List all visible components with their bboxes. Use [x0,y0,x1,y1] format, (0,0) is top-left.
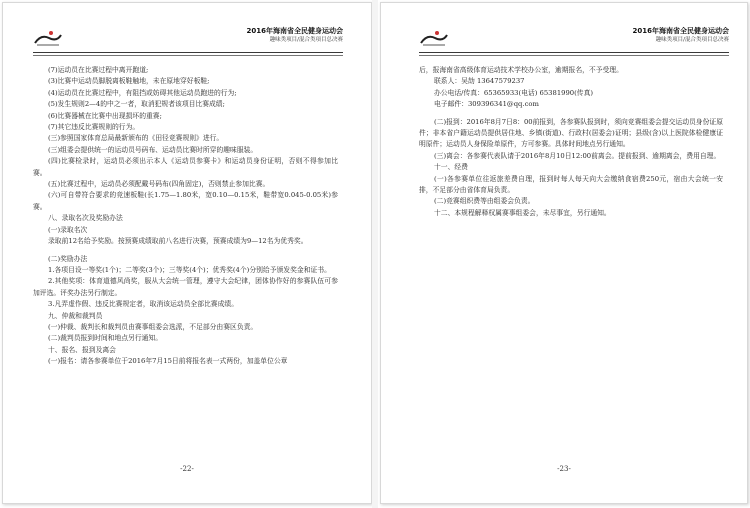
text-line: (二)奖励办法 [48,254,88,263]
section-heading: 八、录取名次及奖励办法 [48,214,123,223]
text-line: 2.其他奖项：体育道德风尚奖，服从大会统一管理，遵守大会纪律，团体协作好的参赛队伍可参加评选。评奖办法另行制定。 [33,277,338,297]
page-number: -22- [180,465,194,473]
text-line: (二)裁判员报到时间和地点另行通知。 [48,334,163,343]
text-line: (6)比赛器械在比赛中出现损坏的重赛; [48,111,162,120]
section-heading: 九、仲裁和裁判员 [48,311,103,320]
text-line: (三)离会：各参赛代表队请于2016年8月10日12:00前离会。提前报到、逾期离会，费用自理。 [434,151,721,160]
page-number: -23- [557,465,571,473]
text-line: (六)可自带符合要求的竞速板鞋(长1.75—1.80米，宽0.10—0.15米，鞋带宽0.045-0.05米)参赛。 [33,191,338,211]
section-heading: 十、报名、报到及离会 [48,345,116,354]
text-line: (3)比赛中运动员脚脱离板鞋触地，未在原地穿好板鞋; [48,77,210,86]
right-page-body [419,65,723,219]
contact-person: 联系人：吴劼 13647579237 [434,77,525,86]
left-page [2,2,372,504]
text-line: (一)仲裁、裁判长和裁判员由赛事组委会选派，不足部分由赛区负责。 [48,322,258,331]
page-header [33,25,343,51]
text-line: (二)报到：2016年8月7日8：00前报到，各参赛队报到时，须向竞赛组委会提交运动员身份证原件；非本省户籍运动员提供居住地、乡镇(街道)、行政村(居委会)证明；县级(含)以上医院体检健康证明原件；运动员人身保险单原件，方可参赛。具体时间地点另行通知。 [419,117,723,149]
contact-phone: 办公电话/传真：65365933(电话) 65381990(传真) [434,88,594,97]
header-subtitle: 趣味类项目/混合类项目总决赛 [269,37,343,43]
header-title: 2016年海南省全民健身运动会 [632,27,729,35]
text-line: (三)参照国家体育总局最新颁布的《田径竞赛规则》进行。 [48,134,224,143]
header-title: 2016年海南省全民健身运动会 [246,27,343,35]
text-line: 后，报海南省高级体育运动技术学校办公室，逾期报名，不予受理。 [419,66,623,74]
header-subtitle: 趣味类项目/混合类项目总决赛 [655,37,729,43]
text-line: (4)运动员在比赛过程中，有阻挡或妨碍其他运动员跑进的行为; [48,88,237,97]
runner-logo-icon [33,30,63,48]
text-line: 1.各项目设一等奖(1个)；二等奖(3个)；三等奖(4个)；优秀奖(4个)分别给予颁发奖金和证书。 [48,265,331,274]
text-line: (二)竞赛组织费等由组委会负责。 [434,197,535,206]
page-header [419,25,729,51]
left-page-body [33,65,338,368]
text-line: (7)运动员在比赛过程中离开跑道; [48,66,149,74]
text-line: (5)发生规则2—4的中之一者，取消犯规者该项目比赛成绩; [48,100,225,109]
text-line: (四)比赛检录时，运动员必须出示本人《运动员参赛卡》和运动员身份证明，否则不得参加比赛。 [33,157,338,177]
text-line: (一)报名：请各参赛单位于2016年7月15日前将报名表一式两份，加盖单位公章 [48,357,288,366]
text-line: 3.凡弄虚作假、违反比赛规定者，取消该运动员全部比赛成绩。 [48,300,238,309]
page-gutter [372,0,378,508]
text-line: 录取前12名给予奖励。按预赛成绩取前八名进行决赛，预赛成绩为9—12名为优秀奖。 [48,237,308,246]
right-page [380,2,748,504]
text-line: (7)其它违反比赛规则的行为。 [48,123,140,132]
text-line: (五)比赛过程中，运动员必须配戴号码布(四角固定)，否则禁止参加比赛。 [48,180,270,189]
runner-logo-icon [419,30,449,48]
text-line: (一)各参赛单位往返旅差费自理，报到时每人每天向大会缴纳食宿费250元，宿由大会统一安排，不足部分由省体育局负责。 [419,174,723,195]
text-line: (一)录取名次 [48,225,88,234]
section-heading: 十一、经费 [434,163,468,172]
text-line: 十二、本规程解释权属赛事组委会，未尽事宜，另行通知。 [434,208,611,217]
text-line: (三)组委会提供统一的运动员号码布、运动员比赛时所穿的趣味服装。 [48,145,258,154]
contact-email: 电子邮件：309396341@qq.com [434,100,539,109]
